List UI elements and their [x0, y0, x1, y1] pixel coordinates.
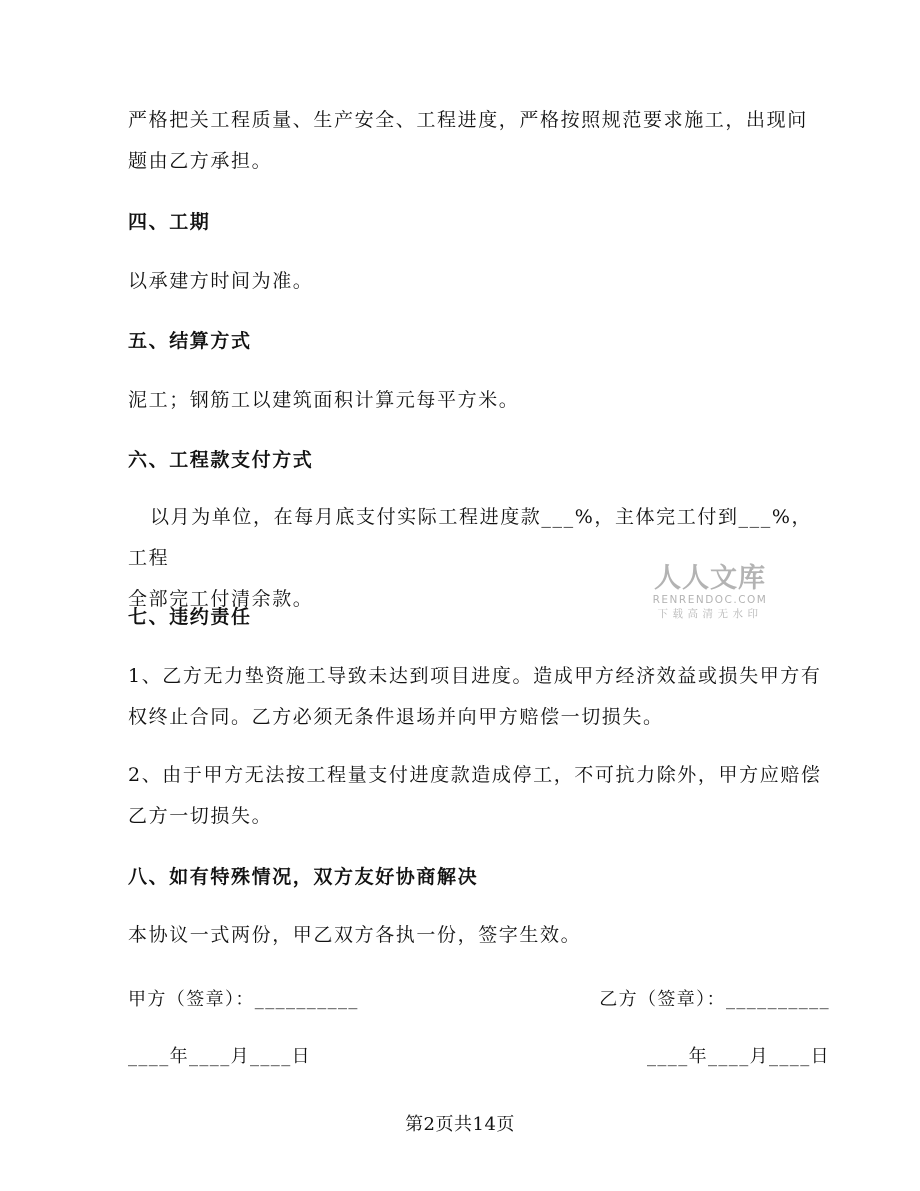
section-heading-special: 八、如有特殊情况，双方友好协商解决 [128, 866, 479, 888]
paragraph-line: 全部完工付清余款。 [128, 588, 314, 610]
party-b-signature: 乙方（签章）：__________ [599, 989, 830, 1010]
party-a-date: ____年____月____日 [128, 1046, 311, 1067]
party-b-date: ____年____月____日 [647, 1046, 830, 1067]
signature-row [128, 985, 830, 1011]
page-number: 第2页共14页 [405, 1114, 515, 1135]
section-heading-duration: 四、工期 [128, 211, 211, 233]
paragraph-line: 1、乙方无力垫资施工导致未达到项目进度。造成甲方经济效益或损失甲方有 [128, 665, 822, 687]
section-heading-breach: 七、违约责任 [128, 606, 252, 628]
section-heading-settlement: 五、结算方式 [128, 330, 252, 352]
watermark-url: RENRENDOC.COM [652, 594, 768, 606]
paragraph-line: 以月为单位，在每月底支付实际工程进度款___%，主体完工付到___%，工程 [128, 506, 813, 569]
date-row [128, 1042, 830, 1068]
watermark-subtitle: 下载高清无水印 [657, 608, 763, 620]
paragraph-line: 权终止合同。乙方必须无条件退场并向甲方赔偿一切损失。 [128, 706, 664, 728]
paragraph-quality [128, 100, 828, 182]
paragraph-duration: 以承建方时间为准。 [128, 270, 314, 292]
section-heading-payment: 六、工程款支付方式 [128, 449, 314, 471]
paragraph-line: 乙方一切损失。 [128, 805, 273, 827]
party-a-signature: 甲方（签章）：__________ [128, 989, 359, 1010]
paragraph-breach-2 [128, 755, 828, 837]
paragraph-line: 题由乙方承担。 [128, 150, 273, 172]
paragraph-line: 2、由于甲方无法按工程量支付进度款造成停工，不可抗力除外，甲方应赔偿 [128, 764, 822, 786]
watermark-title: 人人文库 [654, 563, 766, 594]
paragraph-copies: 本协议一式两份，甲乙双方各执一份，签字生效。 [128, 924, 582, 946]
paragraph-breach-1 [128, 656, 828, 738]
paragraph-settlement: 泥工；钢筋工以建筑面积计算元每平方米。 [128, 389, 520, 411]
watermark-logo [648, 564, 772, 621]
paragraph-line: 严格把关工程质量、生产安全、工程进度，严格按照规范要求施工，出现问 [128, 109, 808, 131]
